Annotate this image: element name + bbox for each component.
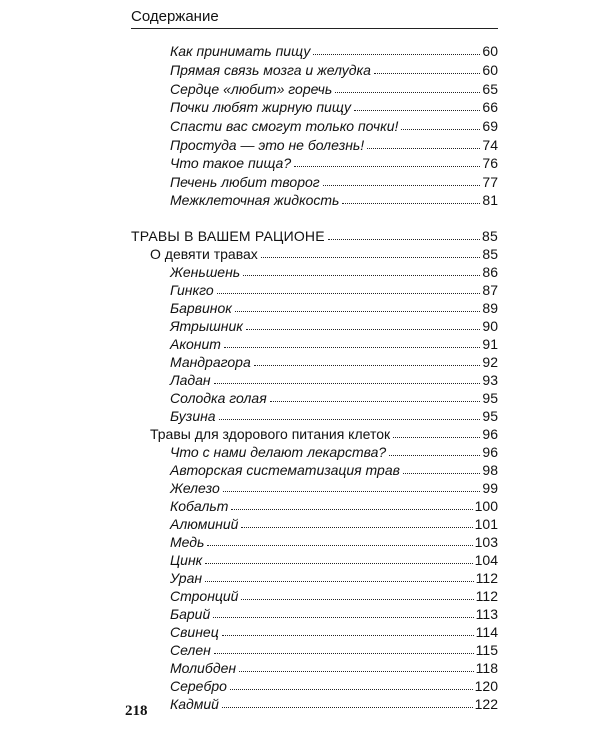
dot-leader	[367, 148, 480, 149]
dot-leader	[294, 166, 480, 167]
toc-entry-page: 104	[474, 552, 498, 568]
toc-entry-page: 76	[482, 155, 498, 171]
toc-entry-title: Кобальт	[170, 498, 229, 514]
toc-entry-title: Что такое пища?	[170, 155, 292, 171]
toc-entry-title: Стронций	[170, 588, 239, 604]
dot-leader	[222, 707, 473, 708]
dot-leader	[223, 491, 481, 492]
dot-leader	[205, 581, 474, 582]
dot-leader	[219, 419, 481, 420]
toc-entry	[170, 154, 498, 172]
dot-leader	[261, 257, 481, 258]
toc-entry-title: Простуда — это не болезнь!	[170, 137, 365, 153]
dot-leader	[231, 509, 472, 510]
toc-entry	[170, 173, 498, 191]
toc-entry-title: Кадмий	[170, 696, 219, 712]
toc-entry-page: 69	[482, 118, 498, 134]
toc-entry	[170, 515, 498, 533]
toc-entry	[170, 317, 498, 335]
dot-leader	[214, 383, 481, 384]
toc-entry-page: 114	[475, 624, 498, 640]
toc-entry	[170, 136, 498, 154]
toc-entry-title: Барвинок	[170, 300, 232, 316]
toc-entry-title: Селен	[170, 642, 211, 658]
toc-entry-page: 86	[482, 264, 498, 280]
toc-entry-page: 112	[475, 570, 498, 586]
dot-leader	[222, 635, 474, 636]
dot-leader	[230, 689, 473, 690]
toc-entry-page: 85	[482, 228, 498, 244]
toc-entry-page: 74	[482, 137, 498, 153]
toc-entry-title: Солодка голая	[170, 390, 267, 406]
toc-entry	[170, 42, 498, 60]
dot-leader	[354, 110, 480, 111]
dot-leader	[270, 401, 481, 402]
toc-entry-page: 101	[474, 516, 498, 532]
dot-leader	[235, 311, 481, 312]
dot-leader	[243, 275, 480, 276]
toc-entry-page: 89	[482, 300, 498, 316]
toc-entry-title: Уран	[170, 570, 203, 586]
toc-entry-title: Свинец	[170, 624, 219, 640]
toc-entry-title: ТРАВЫ В ВАШЕМ РАЦИОНЕ	[131, 228, 325, 244]
toc-entry-page: 122	[474, 696, 498, 712]
toc-entry-page: 66	[482, 99, 498, 115]
toc-entry	[170, 497, 498, 515]
toc-entry	[170, 569, 498, 587]
dot-leader	[246, 329, 481, 330]
toc-entry-title: Ладан	[170, 372, 211, 388]
toc-entry-page: 85	[482, 246, 498, 262]
toc-entry-title: Серебро	[170, 678, 227, 694]
toc-section	[150, 245, 498, 263]
dot-leader	[239, 671, 474, 672]
toc-entry	[170, 551, 498, 569]
toc-entry-page: 112	[475, 588, 498, 604]
toc-entry-page: 92	[482, 354, 498, 370]
toc-entry	[170, 335, 498, 353]
toc-entry	[170, 98, 498, 116]
dot-leader	[335, 92, 480, 93]
dot-leader	[313, 54, 480, 55]
toc-entry-title: Аконит	[170, 336, 221, 352]
header-title: Содержание	[131, 8, 219, 25]
dot-leader	[241, 599, 473, 600]
toc-entry-title: Межклеточная жидкость	[170, 192, 340, 208]
toc-entry	[170, 371, 498, 389]
toc-entry-title: Спасти вас смогут только почки!	[170, 118, 399, 134]
dot-leader	[389, 455, 480, 456]
toc-entry-page: 90	[482, 318, 498, 334]
toc-entry-title: Сердце «любит» горечь	[170, 81, 333, 97]
toc-entry-title: Алюминий	[170, 516, 239, 532]
dot-leader	[401, 129, 480, 130]
toc-entry	[170, 659, 498, 677]
toc-entry	[170, 407, 498, 425]
toc-entry-page: 81	[482, 192, 498, 208]
toc-entry-page: 60	[482, 62, 498, 78]
toc-entry-title: Молибден	[170, 660, 237, 676]
toc-entry-title: Что с нами делают лекарства?	[170, 444, 387, 460]
toc-entry	[170, 263, 498, 281]
toc-chapter	[131, 227, 498, 245]
toc-entry	[170, 61, 498, 79]
toc-entry-page: 93	[482, 372, 498, 388]
toc-entry-title: Мандрагора	[170, 354, 251, 370]
toc-entry-page: 91	[482, 336, 498, 352]
dot-leader	[241, 527, 472, 528]
toc-entry-title: Железо	[170, 480, 220, 496]
toc-entry	[170, 461, 498, 479]
toc-entry-page: 77	[482, 174, 498, 190]
toc-entry	[170, 281, 498, 299]
toc-entry-page: 115	[475, 642, 498, 658]
toc-entry	[170, 695, 498, 713]
toc-entry-page: 87	[482, 282, 498, 298]
toc-entry	[170, 299, 498, 317]
toc-entry-title: Барий	[170, 606, 211, 622]
toc-entry-title: Гинкго	[170, 282, 214, 298]
dot-leader	[207, 545, 472, 546]
toc-entry-page: 65	[482, 81, 498, 97]
toc-entry	[170, 443, 498, 461]
toc-entry-page: 120	[474, 678, 498, 694]
toc-entry-title: Травы для здорового питания клеток	[150, 426, 391, 442]
dot-leader	[213, 617, 473, 618]
dot-leader	[205, 563, 472, 564]
toc-entry-page: 98	[482, 462, 498, 478]
toc-entry	[170, 389, 498, 407]
toc-entry-page: 60	[482, 43, 498, 59]
toc-entry-title: Медь	[170, 534, 205, 550]
toc-entry-title: Цинк	[170, 552, 203, 568]
toc-entry-page: 103	[474, 534, 498, 550]
toc-entry-title: Прямая связь мозга и желудка	[170, 62, 371, 78]
toc-entry-title: О девяти травах	[150, 246, 258, 262]
toc-entry-page: 113	[475, 606, 498, 622]
toc-entry-title: Печень любит творог	[170, 174, 320, 190]
toc-entry	[170, 605, 498, 623]
toc-entry-page: 95	[482, 390, 498, 406]
toc-entry-page: 118	[475, 660, 498, 676]
toc-entry-page: 95	[482, 408, 498, 424]
toc-entry	[170, 623, 498, 641]
toc-entry	[170, 353, 498, 371]
toc-entry	[170, 641, 498, 659]
dot-leader	[224, 347, 481, 348]
toc-entry	[170, 587, 498, 605]
toc-entry	[170, 533, 498, 551]
dot-leader	[328, 239, 480, 240]
dot-leader	[374, 73, 481, 74]
toc-section	[150, 425, 498, 443]
toc-entry	[170, 479, 498, 497]
page-number: 218	[125, 703, 148, 719]
dot-leader	[393, 437, 480, 438]
dot-leader	[403, 473, 481, 474]
toc-entry-title: Ятрышник	[170, 318, 243, 334]
dot-leader	[217, 293, 481, 294]
dot-leader	[323, 185, 481, 186]
toc-entry-page: 96	[482, 426, 498, 442]
toc-entry-page: 96	[482, 444, 498, 460]
toc-entry	[170, 677, 498, 695]
toc-entry-page: 100	[474, 498, 498, 514]
toc-entry	[170, 191, 498, 209]
toc-entry-title: Авторская систематизация трав	[170, 462, 400, 478]
dot-leader	[254, 365, 481, 366]
toc-entry-title: Почки любят жирную пищу	[170, 99, 352, 115]
toc-entry	[170, 80, 498, 98]
dot-leader	[214, 653, 474, 654]
toc-entry-page: 99	[482, 480, 498, 496]
dot-leader	[342, 203, 480, 204]
toc-entry	[170, 117, 498, 135]
toc-entry-title: Бузина	[170, 408, 216, 424]
toc-entry-title: Как принимать пищу	[170, 43, 311, 59]
toc-entry-title: Женьшень	[170, 264, 241, 280]
